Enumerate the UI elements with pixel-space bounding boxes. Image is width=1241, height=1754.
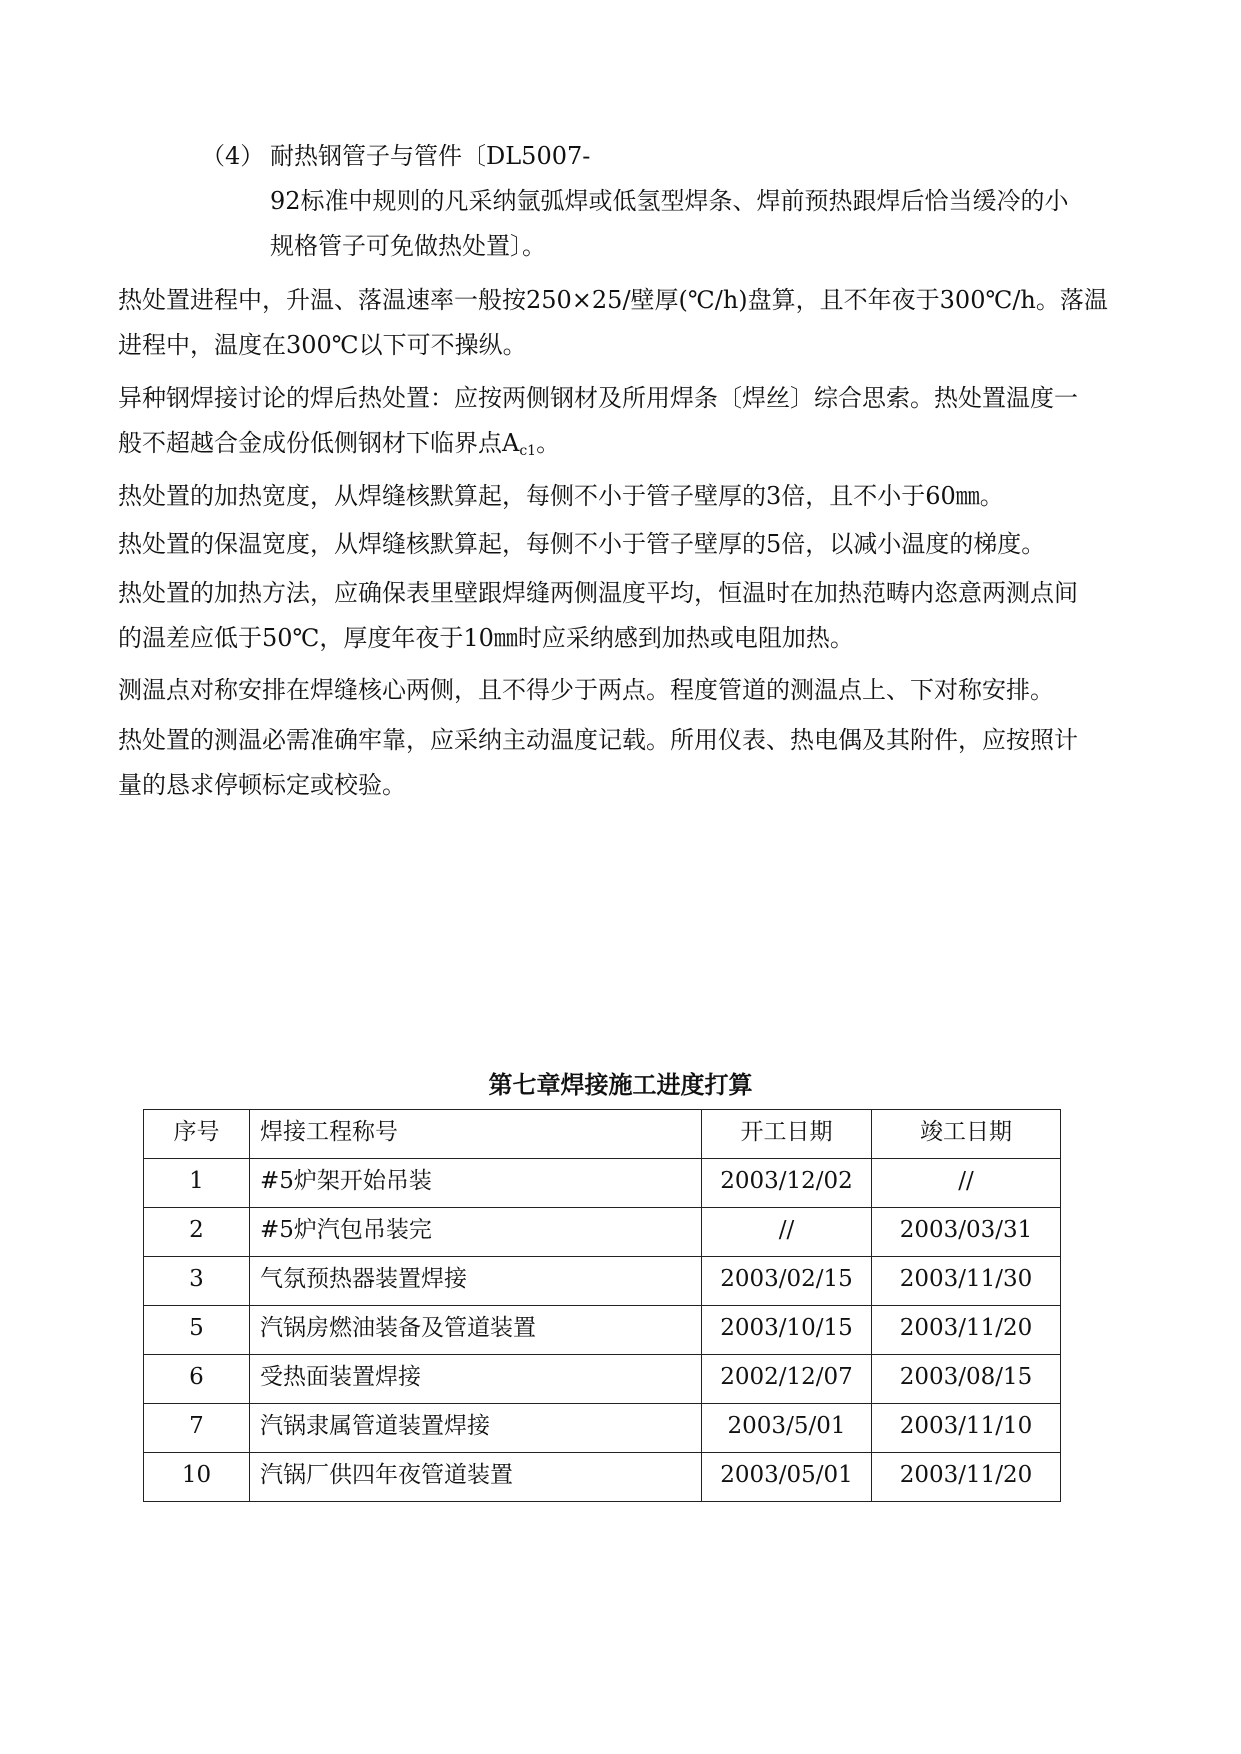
item-number: （4）	[201, 142, 265, 170]
cell-project-name: #5炉汽包吊装完	[250, 1208, 702, 1257]
cell-number: 3	[144, 1257, 250, 1306]
paragraph-end: 。	[536, 429, 561, 457]
cell-number: 1	[144, 1159, 250, 1208]
paragraph-heating-rate-line1: 热处置进程中，升温、落温速率一般按250×25/壁厚(℃/h)盘算，且不年夜于300℃/h。落温	[118, 286, 1108, 314]
paragraph-insulation-width: 热处置的保温宽度，从焊缝核默算起，每侧不小于管子壁厚的5倍，以减小温度的梯度。	[118, 530, 1046, 558]
cell-project-name: 汽锅隶属管道装置焊接	[250, 1404, 702, 1453]
header-start-date: 开工日期	[702, 1110, 872, 1159]
paragraph-dissimilar-steel-line1: 异种钢焊接讨论的焊后热处置：应按两侧钢材及所用焊条〔焊丝〕综合思索。热处置温度一	[118, 384, 1078, 412]
table-row	[144, 1257, 1061, 1306]
schedule-title: 第七章焊接施工进度打算	[488, 1071, 753, 1099]
table-row	[144, 1355, 1061, 1404]
cell-number: 6	[144, 1355, 250, 1404]
paragraph-measuring-points: 测温点对称安排在焊缝核心两侧，且不得少于两点。程度管道的测温点上、下对称安排。	[118, 676, 1054, 704]
table-row	[144, 1453, 1061, 1502]
cell-end-date: 2003/11/20	[872, 1453, 1061, 1502]
paragraph-temperature-recording-line1: 热处置的测温必需准确牢靠，应采纳主动温度记载。所用仪表、热电偶及其附件，应按照计	[118, 726, 1078, 754]
cell-project-name: 汽锅房燃油装备及管道装置	[250, 1306, 702, 1355]
item4-line1: 耐热钢管子与管件〔DL5007-	[270, 142, 591, 170]
cell-project-name: 汽锅厂供四年夜管道装置	[250, 1453, 702, 1502]
cell-start-date: 2003/10/15	[702, 1306, 872, 1355]
header-project-name: 焊接工程称号	[250, 1110, 702, 1159]
paragraph-heating-width: 热处置的加热宽度，从焊缝核默算起，每侧不小于管子壁厚的3倍，且不小于60㎜。	[118, 482, 1004, 510]
cell-start-date: 2003/05/01	[702, 1453, 872, 1502]
cell-number: 10	[144, 1453, 250, 1502]
cell-end-date: 2003/11/10	[872, 1404, 1061, 1453]
cell-start-date: 2003/02/15	[702, 1257, 872, 1306]
cell-end-date: 2003/11/20	[872, 1306, 1061, 1355]
header-number: 序号	[144, 1110, 250, 1159]
cell-project-name: 气氛预热器装置焊接	[250, 1257, 702, 1306]
subscript: c1	[519, 443, 537, 459]
cell-start-date: 2002/12/07	[702, 1355, 872, 1404]
paragraph-temperature-recording-line2: 量的恳求停顿标定或校验。	[118, 771, 406, 799]
table-header-row	[144, 1110, 1061, 1159]
cell-start-date: //	[702, 1208, 872, 1257]
header-end-date: 竣工日期	[872, 1110, 1061, 1159]
table-row	[144, 1306, 1061, 1355]
item4-line2: 92标准中规则的凡采纳氩弧焊或低氢型焊条、焊前预热跟焊后恰当缓冷的小	[270, 187, 1069, 215]
item4-line3: 规格管子可免做热处置〕。	[270, 232, 546, 260]
cell-project-name: 受热面装置焊接	[250, 1355, 702, 1404]
paragraph-heating-method-line2: 的温差应低于50℃，厚度年夜于10㎜时应采纳感到加热或电阻加热。	[118, 624, 854, 652]
cell-number: 2	[144, 1208, 250, 1257]
cell-end-date: 2003/03/31	[872, 1208, 1061, 1257]
cell-end-date: 2003/11/30	[872, 1257, 1061, 1306]
cell-number: 7	[144, 1404, 250, 1453]
cell-end-date: 2003/08/15	[872, 1355, 1061, 1404]
paragraph-dissimilar-steel-line2	[118, 421, 1123, 474]
cell-project-name: #5炉架开始吊装	[250, 1159, 702, 1208]
paragraph-text: 般不超越合金成份低侧钢材下临界点A	[118, 429, 520, 457]
cell-start-date: 2003/5/01	[702, 1404, 872, 1453]
schedule-table	[143, 1109, 1061, 1502]
table-row	[144, 1159, 1061, 1208]
cell-number: 5	[144, 1306, 250, 1355]
paragraph-heating-rate-line2: 进程中，温度在300℃以下可不操纵。	[118, 331, 527, 359]
table-row	[144, 1208, 1061, 1257]
paragraph-heating-method-line1: 热处置的加热方法，应确保表里壁跟焊缝两侧温度平均，恒温时在加热范畴内恣意两测点间	[118, 579, 1078, 607]
cell-start-date: 2003/12/02	[702, 1159, 872, 1208]
table-row	[144, 1404, 1061, 1453]
cell-end-date: //	[872, 1159, 1061, 1208]
